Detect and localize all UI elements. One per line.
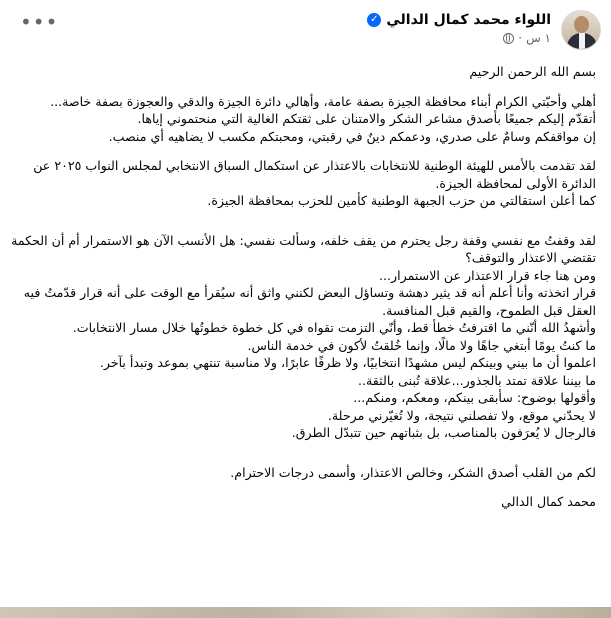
post-paragraph: فالرجال لا يُعرَفون بالمناصب، بل بثباتهم حين تتبدّل الطرق. bbox=[291, 425, 596, 440]
spacer bbox=[10, 442, 596, 464]
post-body bbox=[10, 63, 596, 511]
post-meta bbox=[367, 12, 551, 45]
post-paragraph: ما كنتُ يومًا أبتغي جاهًا ولا مالًا، وإنما خُلقتُ لأكون في خدمة الناس. bbox=[247, 337, 596, 353]
post-paragraph: ما بيننا علاقة تمتد بالجذور...علاقة تُبنى بالثقة.. bbox=[358, 372, 596, 388]
post-header bbox=[10, 10, 601, 54]
author-row bbox=[367, 12, 551, 28]
post-paragraph: ومن هنا جاء قرار الاعتذار عن الاستمرار... bbox=[379, 267, 596, 283]
author-avatar[interactable] bbox=[561, 10, 601, 50]
spacer bbox=[10, 210, 596, 232]
post-image-preview[interactable] bbox=[0, 607, 611, 618]
avatar-shirt bbox=[579, 33, 585, 49]
verified-badge-icon: ✓ bbox=[367, 13, 381, 27]
post-paragraph: لقد وقفتُ مع نفسي وقفة رجل يحترم من يقف خلفه، وسألت نفسي: هل الأنسب الآن هو الاستمرار أم أن الحكمة تقتضي الاعتذار والتوقف؟ bbox=[11, 232, 596, 265]
post-paragraph: لا يحدّني موقع، ولا تفصلني نتيجة، ولا تُغيّرني مرحلة. bbox=[327, 407, 596, 423]
post-paragraph: بسم الله الرحمن الرحيم bbox=[469, 64, 596, 79]
avatar-head bbox=[574, 16, 589, 33]
post-paragraph: لكم من القلب أصدق الشكر، وخالص الاعتذار، وأسمى درجات الاحترام. bbox=[230, 464, 596, 480]
post-paragraph: قرار اتخذته وأنا أعلم أنه قد يثير دهشة وتساؤل البعض لكنني واثق أنه سيُقرأ مع الوقت على أنه قرار قدّمتُ فيه العقل قبل الطموح، والقيم قبل المنافسة. bbox=[23, 285, 596, 318]
spacer bbox=[10, 481, 596, 493]
post-paragraph: إن مواقفكم وسامٌ على صدري، ودعمكم دينٌ في رقبتي، ومحبتكم مكسب لا يضاهيه أي منصب. bbox=[108, 128, 596, 144]
post-paragraph: وأشهدُ الله أنّني ما اقترفتُ خطأ قط، وأنّي التزمت تقواه في كل خطوة خطوتُها خلال مسار الانتخابات. bbox=[72, 320, 596, 335]
more-options-button[interactable]: ••• bbox=[20, 10, 59, 34]
post-paragraph: أهلي وأحبّتي الكرام أبناء محافظة الجيزة بصفة عامة، وأهالي دائرة الجيزة والدقي والعجوزة بصفة خاصة... bbox=[50, 93, 596, 109]
globe-icon[interactable] bbox=[503, 33, 514, 44]
post-paragraph: أتقدّم إليكم جميعًا بأصدق مشاعر الشكر والامتنان على ثقتكم الغالية التي منحتموني إياها. bbox=[137, 111, 596, 126]
time-separator: · bbox=[518, 31, 523, 45]
spacer bbox=[10, 81, 596, 93]
post-paragraph: وأقولها بوضوح: سأبقى بينكم، ومعكم، ومنكم... bbox=[353, 390, 596, 405]
spacer bbox=[10, 145, 596, 157]
author-name[interactable]: اللواء محمد كمال الدالي bbox=[386, 12, 551, 28]
post-time[interactable]: ١ س bbox=[526, 31, 551, 45]
post-signature: محمد كمال الدالي bbox=[501, 494, 596, 509]
post-paragraph: كما أعلن استقالتي من حزب الجبهة الوطنية كأمين للحزب بمحافظة الجيزة. bbox=[207, 193, 596, 208]
post-paragraph: لقد تقدمت بالأمس للهيئة الوطنية للانتخابات بالاعتذار عن استكمال السباق الانتخابي لمجلس النواب ٢٠٢٥ عن الدائرة الأولى لمحافظة الجيزة. bbox=[33, 158, 596, 191]
post-paragraph: اعلموا أن ما بيني وبينكم ليس مشهدًا انتخابيًا، ولا ظرفًا عابرًا، ولا مناسبة تنتهي بموعد وتبدأ بآخر. bbox=[99, 355, 596, 370]
time-row bbox=[367, 31, 551, 45]
